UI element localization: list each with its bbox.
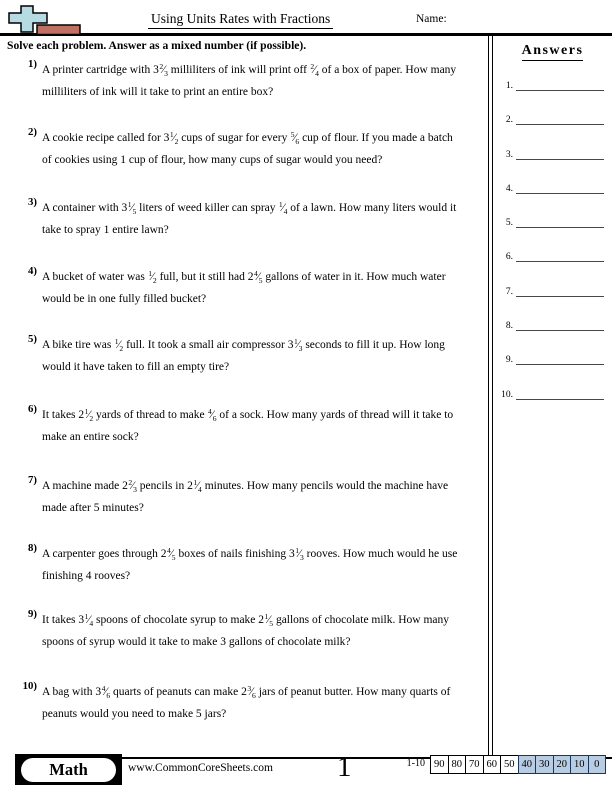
subject-badge — [15, 754, 122, 785]
question-number: 5) — [28, 333, 37, 345]
question-4 — [0, 267, 488, 309]
answers-header — [493, 41, 612, 61]
answer-row-6 — [495, 246, 604, 262]
question-text: It takes $2^1⁄_2$ yards of thread to make $^4⁄_6$ of a sock. How many yards of thread will it take to make an entire sock? — [42, 406, 454, 443]
answer-row-4 — [495, 178, 604, 194]
answer-row-8 — [495, 315, 604, 331]
question-7 — [0, 476, 488, 518]
question-number: 2) — [28, 126, 37, 138]
score-box-10: 10 — [570, 755, 589, 774]
answer-row-10 — [495, 384, 604, 400]
minus-icon — [37, 25, 80, 35]
answer-number: 3. — [505, 150, 513, 160]
answer-number: 7. — [505, 287, 513, 297]
answer-number: 6. — [505, 252, 513, 262]
question-number: 8) — [28, 542, 37, 554]
question-text: A bike tire was $^1⁄_2$ full. It took a small air compressor $3^1⁄_3$ seconds to fill it up. How long would it have taken to fill an empty tire? — [42, 336, 445, 373]
answer-blank-line[interactable] — [516, 350, 604, 365]
score-range-label: 1-10 — [406, 758, 425, 769]
question-9 — [0, 610, 488, 652]
footer — [0, 750, 612, 792]
question-text: A container with $3^1⁄_5$ liters of weed killer can spray $^1⁄_4$ of a lawn. How many liters would it take to spray 1 entire lawn? — [42, 199, 457, 236]
answer-number: 2. — [505, 115, 513, 125]
answer-number: 4. — [505, 184, 513, 194]
question-number: 3) — [28, 196, 37, 208]
score-box-60: 60 — [483, 755, 502, 774]
score-box-40: 40 — [518, 755, 537, 774]
answer-blank-line[interactable] — [516, 76, 604, 91]
question-6 — [0, 405, 488, 447]
question-8 — [0, 544, 488, 586]
score-box-70: 70 — [465, 755, 484, 774]
question-number: 6) — [28, 403, 37, 415]
score-box-20: 20 — [553, 755, 572, 774]
score-box-30: 30 — [535, 755, 554, 774]
header — [0, 0, 612, 36]
question-3 — [0, 198, 488, 240]
question-text: A bucket of water was $^1⁄_2$ full, but it still had $2^4⁄_5$ gallons of water in it. How much water would be in one fully filled bucket? — [42, 268, 446, 305]
question-text: A carpenter goes through $2^4⁄_5$ boxes of nails finishing $3^1⁄_3$ rooves. How much would he use finishing 4 rooves? — [42, 545, 458, 582]
answer-number: 8. — [505, 321, 513, 331]
answer-number: 10. — [501, 390, 513, 400]
score-box-90: 90 — [430, 755, 449, 774]
answer-blank-line[interactable] — [516, 179, 604, 194]
answer-row-7 — [495, 281, 604, 297]
question-number: 1) — [28, 58, 37, 70]
answer-blank-line[interactable] — [516, 385, 604, 400]
question-10 — [0, 682, 488, 724]
question-number: 4) — [28, 265, 37, 277]
question-text: It takes $3^1⁄_4$ spoons of chocolate syrup to make $2^1⁄_5$ gallons of chocolate milk. How many spoons of syrup would it take to make 3 gallons of chocolate milk? — [42, 611, 450, 648]
question-number: 7) — [28, 474, 37, 486]
answers-title: Answers — [522, 43, 584, 61]
answer-blank-line[interactable] — [516, 282, 604, 297]
website-url: www.CommonCoreSheets.com — [128, 762, 273, 774]
instructions-text: Solve each problem. Answer as a mixed number (if possible). — [7, 39, 307, 52]
score-box-50: 50 — [500, 755, 519, 774]
question-2 — [0, 128, 488, 170]
question-text: A printer cartridge with $3^2⁄_3$ milliliters of ink will print off $^2⁄_4$ of a box of paper. How many milliliters of ink will it take to print an entire box? — [42, 61, 457, 98]
question-5 — [0, 335, 488, 377]
answer-blank-line[interactable] — [516, 213, 604, 228]
answer-number: 1. — [505, 81, 513, 91]
answer-blank-line[interactable] — [516, 145, 604, 160]
answer-number: 5. — [505, 218, 513, 228]
worksheet-title: Using Units Rates with Fractions — [148, 11, 333, 29]
question-1 — [0, 60, 488, 102]
answer-number: 9. — [505, 355, 513, 365]
subject-badge-label: Math — [21, 758, 116, 782]
plus-minus-icon — [6, 5, 84, 36]
question-text: A bag with $3^4⁄_6$ quarts of peanuts can make $2^3⁄_6$ jars of peanut butter. How many quarts of peanuts would you need to make 5 jars? — [42, 683, 451, 720]
answer-row-1 — [495, 75, 604, 91]
score-box-80: 80 — [448, 755, 467, 774]
answer-row-9 — [495, 349, 604, 365]
answer-blank-line[interactable] — [516, 110, 604, 125]
question-text: A cookie recipe called for $3^1⁄_2$ cups of sugar for every $^5⁄_6$ cup of flour. If you made a batch of cookies using 1 cup of flour, how many cups of sugar would you need? — [42, 129, 453, 166]
answer-blank-line[interactable] — [516, 247, 604, 262]
score-box-0: 0 — [588, 755, 607, 774]
score-boxes — [430, 755, 606, 774]
question-number: 10) — [22, 680, 37, 692]
page-number: 1 — [337, 751, 352, 783]
answer-row-5 — [495, 212, 604, 228]
question-number: 9) — [28, 608, 37, 620]
question-text: A machine made $2^2⁄_3$ pencils in $2^1⁄_4$ minutes. How many pencils would the machine have made after 5 minutes? — [42, 477, 449, 514]
score-strip — [407, 755, 606, 774]
answers-panel — [493, 36, 612, 755]
answer-row-3 — [495, 144, 604, 160]
answer-blank-line[interactable] — [516, 316, 604, 331]
name-label: Name: — [416, 13, 447, 25]
answer-row-2 — [495, 109, 604, 125]
